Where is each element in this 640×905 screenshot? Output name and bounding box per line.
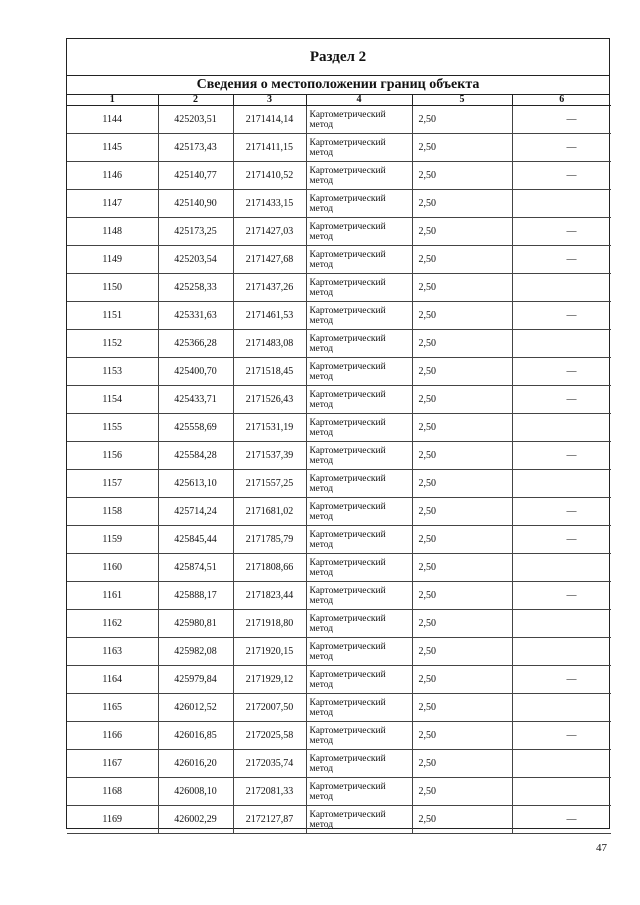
accuracy-cell: 2,50 xyxy=(412,190,512,218)
coord-x-cell: 425433,71 xyxy=(158,386,233,414)
accuracy-cell: 2,50 xyxy=(412,722,512,750)
coord-x-cell: 425203,51 xyxy=(158,106,233,134)
coord-y-cell: 2172025,58 xyxy=(233,722,306,750)
method-cell: Картометрический метод xyxy=(306,778,412,806)
coord-x-cell: 425874,51 xyxy=(158,554,233,582)
coord-y-cell: 2171808,66 xyxy=(233,554,306,582)
accuracy-cell: 2,50 xyxy=(412,274,512,302)
note-cell: — xyxy=(512,162,611,190)
section-subtitle: Сведения о местоположении границ объекта xyxy=(67,75,609,95)
coord-y-cell: 2171929,12 xyxy=(233,666,306,694)
table-row xyxy=(67,442,611,470)
column-header: 1 xyxy=(67,94,158,106)
coord-x-cell: 426012,52 xyxy=(158,694,233,722)
note-cell xyxy=(512,554,611,582)
point-number-cell: 1169 xyxy=(67,806,158,834)
coord-y-cell: 2172035,74 xyxy=(233,750,306,778)
coord-y-cell: 2171427,68 xyxy=(233,246,306,274)
table-row xyxy=(67,526,611,554)
table-row xyxy=(67,638,611,666)
coord-y-cell: 2171427,03 xyxy=(233,218,306,246)
table-row xyxy=(67,554,611,582)
accuracy-cell: 2,50 xyxy=(412,666,512,694)
coord-x-cell: 425845,44 xyxy=(158,526,233,554)
accuracy-cell: 2,50 xyxy=(412,106,512,134)
table-row xyxy=(67,498,611,526)
coord-y-cell: 2171483,08 xyxy=(233,330,306,358)
method-cell: Картометрический метод xyxy=(306,610,412,638)
coord-y-cell: 2171681,02 xyxy=(233,498,306,526)
page-number: 47 xyxy=(596,842,607,854)
coord-y-cell: 2171433,15 xyxy=(233,190,306,218)
coord-y-cell: 2171411,15 xyxy=(233,134,306,162)
coord-x-cell: 425331,63 xyxy=(158,302,233,330)
table-row xyxy=(67,106,611,134)
accuracy-cell: 2,50 xyxy=(412,582,512,610)
table-row xyxy=(67,582,611,610)
note-cell: — xyxy=(512,246,611,274)
note-cell xyxy=(512,330,611,358)
method-cell: Картометрический метод xyxy=(306,134,412,162)
coord-x-cell: 425173,43 xyxy=(158,134,233,162)
note-cell: — xyxy=(512,386,611,414)
note-cell xyxy=(512,638,611,666)
method-cell: Картометрический метод xyxy=(306,582,412,610)
table-row xyxy=(67,218,611,246)
method-cell: Картометрический метод xyxy=(306,106,412,134)
note-cell xyxy=(512,750,611,778)
coord-y-cell: 2171518,45 xyxy=(233,358,306,386)
point-number-cell: 1145 xyxy=(67,134,158,162)
coord-y-cell: 2171461,53 xyxy=(233,302,306,330)
point-number-cell: 1165 xyxy=(67,694,158,722)
note-cell xyxy=(512,610,611,638)
point-number-cell: 1167 xyxy=(67,750,158,778)
coord-y-cell: 2172127,87 xyxy=(233,806,306,834)
point-number-cell: 1154 xyxy=(67,386,158,414)
method-cell: Картометрический метод xyxy=(306,470,412,498)
coord-x-cell: 425258,33 xyxy=(158,274,233,302)
coord-y-cell: 2171410,52 xyxy=(233,162,306,190)
note-cell: — xyxy=(512,302,611,330)
table-row xyxy=(67,302,611,330)
column-header: 3 xyxy=(233,94,306,106)
point-number-cell: 1162 xyxy=(67,610,158,638)
table-row xyxy=(67,778,611,806)
note-cell: — xyxy=(512,526,611,554)
point-number-cell: 1161 xyxy=(67,582,158,610)
point-number-cell: 1155 xyxy=(67,414,158,442)
accuracy-cell: 2,50 xyxy=(412,330,512,358)
note-cell xyxy=(512,470,611,498)
coord-x-cell: 426016,85 xyxy=(158,722,233,750)
method-cell: Картометрический метод xyxy=(306,386,412,414)
accuracy-cell: 2,50 xyxy=(412,694,512,722)
table-row xyxy=(67,246,611,274)
note-cell: — xyxy=(512,582,611,610)
accuracy-cell: 2,50 xyxy=(412,414,512,442)
accuracy-cell: 2,50 xyxy=(412,134,512,162)
table-row xyxy=(67,722,611,750)
accuracy-cell: 2,50 xyxy=(412,162,512,190)
coord-y-cell: 2171526,43 xyxy=(233,386,306,414)
point-number-cell: 1146 xyxy=(67,162,158,190)
note-cell: — xyxy=(512,498,611,526)
method-cell: Картометрический метод xyxy=(306,750,412,778)
table-row xyxy=(67,666,611,694)
coord-y-cell: 2171537,39 xyxy=(233,442,306,470)
accuracy-cell: 2,50 xyxy=(412,778,512,806)
point-number-cell: 1166 xyxy=(67,722,158,750)
table-row xyxy=(67,694,611,722)
note-cell: — xyxy=(512,666,611,694)
coord-x-cell: 425140,90 xyxy=(158,190,233,218)
note-cell xyxy=(512,778,611,806)
table-row xyxy=(67,134,611,162)
accuracy-cell: 2,50 xyxy=(412,806,512,834)
method-cell: Картометрический метод xyxy=(306,358,412,386)
note-cell xyxy=(512,694,611,722)
note-cell xyxy=(512,414,611,442)
table-row xyxy=(67,610,611,638)
coord-x-cell: 425979,84 xyxy=(158,666,233,694)
note-cell: — xyxy=(512,722,611,750)
method-cell: Картометрический метод xyxy=(306,330,412,358)
coord-y-cell: 2172081,33 xyxy=(233,778,306,806)
table-row xyxy=(67,386,611,414)
method-cell: Картометрический метод xyxy=(306,442,412,470)
method-cell: Картометрический метод xyxy=(306,274,412,302)
method-cell: Картометрический метод xyxy=(306,246,412,274)
point-number-cell: 1144 xyxy=(67,106,158,134)
point-number-cell: 1147 xyxy=(67,190,158,218)
point-number-cell: 1152 xyxy=(67,330,158,358)
coord-x-cell: 425203,54 xyxy=(158,246,233,274)
accuracy-cell: 2,50 xyxy=(412,470,512,498)
coord-x-cell: 426008,10 xyxy=(158,778,233,806)
point-number-cell: 1163 xyxy=(67,638,158,666)
coord-x-cell: 425888,17 xyxy=(158,582,233,610)
note-cell: — xyxy=(512,358,611,386)
table-row xyxy=(67,750,611,778)
point-number-cell: 1160 xyxy=(67,554,158,582)
accuracy-cell: 2,50 xyxy=(412,498,512,526)
accuracy-cell: 2,50 xyxy=(412,442,512,470)
coord-x-cell: 425140,77 xyxy=(158,162,233,190)
method-cell: Картометрический метод xyxy=(306,666,412,694)
coord-x-cell: 425613,10 xyxy=(158,470,233,498)
point-number-cell: 1153 xyxy=(67,358,158,386)
boundary-table xyxy=(67,94,611,834)
accuracy-cell: 2,50 xyxy=(412,358,512,386)
coord-y-cell: 2171414,14 xyxy=(233,106,306,134)
accuracy-cell: 2,50 xyxy=(412,526,512,554)
coord-x-cell: 426002,29 xyxy=(158,806,233,834)
coord-x-cell: 425400,70 xyxy=(158,358,233,386)
point-number-cell: 1157 xyxy=(67,470,158,498)
method-cell: Картометрический метод xyxy=(306,498,412,526)
point-number-cell: 1158 xyxy=(67,498,158,526)
column-header: 6 xyxy=(512,94,611,106)
table-header-row xyxy=(67,94,611,106)
table-row xyxy=(67,162,611,190)
coord-x-cell: 425980,81 xyxy=(158,610,233,638)
method-cell: Картометрический метод xyxy=(306,302,412,330)
note-cell xyxy=(512,190,611,218)
method-cell: Картометрический метод xyxy=(306,162,412,190)
note-cell: — xyxy=(512,806,611,834)
coord-x-cell: 425558,69 xyxy=(158,414,233,442)
coord-y-cell: 2171920,15 xyxy=(233,638,306,666)
point-number-cell: 1168 xyxy=(67,778,158,806)
method-cell: Картометрический метод xyxy=(306,218,412,246)
accuracy-cell: 2,50 xyxy=(412,246,512,274)
point-number-cell: 1149 xyxy=(67,246,158,274)
coord-y-cell: 2172007,50 xyxy=(233,694,306,722)
method-cell: Картометрический метод xyxy=(306,414,412,442)
point-number-cell: 1159 xyxy=(67,526,158,554)
note-cell: — xyxy=(512,106,611,134)
table-row xyxy=(67,358,611,386)
coord-x-cell: 425584,28 xyxy=(158,442,233,470)
coord-y-cell: 2171437,26 xyxy=(233,274,306,302)
coord-x-cell: 426016,20 xyxy=(158,750,233,778)
table-row xyxy=(67,190,611,218)
column-header: 2 xyxy=(158,94,233,106)
table-row xyxy=(67,806,611,834)
method-cell: Картометрический метод xyxy=(306,190,412,218)
coord-y-cell: 2171531,19 xyxy=(233,414,306,442)
table-row xyxy=(67,414,611,442)
coord-y-cell: 2171557,25 xyxy=(233,470,306,498)
table-row xyxy=(67,274,611,302)
document-frame xyxy=(66,38,610,829)
method-cell: Картометрический метод xyxy=(306,694,412,722)
coord-x-cell: 425173,25 xyxy=(158,218,233,246)
point-number-cell: 1164 xyxy=(67,666,158,694)
accuracy-cell: 2,50 xyxy=(412,610,512,638)
coord-x-cell: 425714,24 xyxy=(158,498,233,526)
column-header: 4 xyxy=(306,94,412,106)
coord-y-cell: 2171918,80 xyxy=(233,610,306,638)
accuracy-cell: 2,50 xyxy=(412,554,512,582)
note-cell xyxy=(512,274,611,302)
method-cell: Картометрический метод xyxy=(306,638,412,666)
method-cell: Картометрический метод xyxy=(306,554,412,582)
column-header: 5 xyxy=(412,94,512,106)
note-cell: — xyxy=(512,218,611,246)
coord-y-cell: 2171785,79 xyxy=(233,526,306,554)
accuracy-cell: 2,50 xyxy=(412,638,512,666)
point-number-cell: 1148 xyxy=(67,218,158,246)
note-cell: — xyxy=(512,442,611,470)
accuracy-cell: 2,50 xyxy=(412,218,512,246)
coord-x-cell: 425366,28 xyxy=(158,330,233,358)
accuracy-cell: 2,50 xyxy=(412,750,512,778)
point-number-cell: 1156 xyxy=(67,442,158,470)
coord-x-cell: 425982,08 xyxy=(158,638,233,666)
accuracy-cell: 2,50 xyxy=(412,386,512,414)
method-cell: Картометрический метод xyxy=(306,722,412,750)
accuracy-cell: 2,50 xyxy=(412,302,512,330)
table-row xyxy=(67,330,611,358)
coord-y-cell: 2171823,44 xyxy=(233,582,306,610)
section-title: Раздел 2 xyxy=(309,48,367,65)
table-row xyxy=(67,470,611,498)
method-cell: Картометрический метод xyxy=(306,806,412,834)
method-cell: Картометрический метод xyxy=(306,526,412,554)
point-number-cell: 1150 xyxy=(67,274,158,302)
point-number-cell: 1151 xyxy=(67,302,158,330)
note-cell: — xyxy=(512,134,611,162)
